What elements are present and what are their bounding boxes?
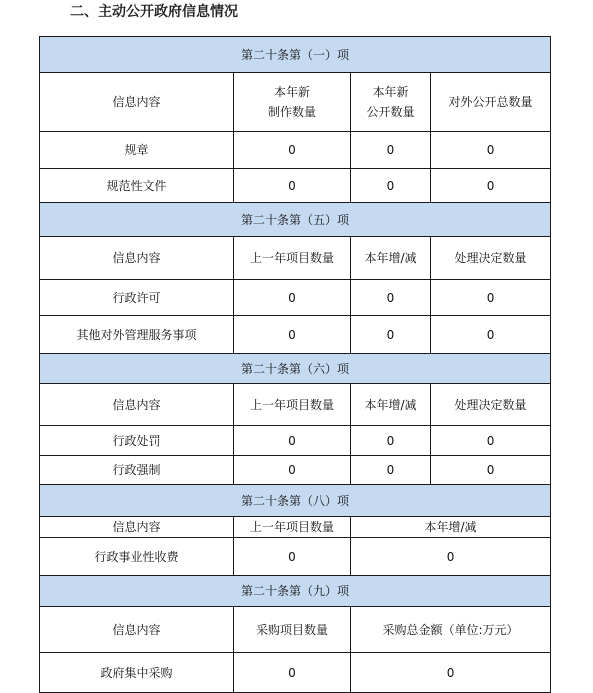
cell-value: 0 [351,169,431,203]
header-cell: 上一年项目数量 [234,517,351,538]
header-cell: 采购项目数量 [234,607,351,653]
cell-value: 0 [234,132,351,169]
table-row [40,280,551,316]
cell-value: 0 [351,280,431,316]
table-row [40,316,551,354]
header-line: 本年新 [372,85,409,99]
table-row [40,456,551,485]
section-title-row [40,485,551,517]
header-cell: 信息内容 [40,237,234,280]
section-title: 第二十条第（八）项 [40,485,551,517]
cell-value: 0 [234,316,351,354]
section-title: 第二十条第（六）项 [40,354,551,384]
cell-value: 0 [351,456,431,485]
cell-value: 0 [234,653,351,693]
row-label: 其他对外管理服务事项 [40,316,234,354]
table-row [40,426,551,456]
table-row [40,169,551,203]
row-label: 行政许可 [40,280,234,316]
cell-value: 0 [431,132,551,169]
row-label: 行政事业性收费 [40,538,234,576]
cell-value: 0 [431,169,551,203]
header-cell: 上一年项目数量 [234,384,351,426]
header-cell: 采购总金额（单位:万元） [351,607,551,653]
section-title: 第二十条第（五）项 [40,203,551,237]
row-label: 行政处罚 [40,426,234,456]
section-heading: 二、主动公开政府信息情况 [70,4,238,20]
section-title-row [40,203,551,237]
table-row [40,132,551,169]
cell-value: 0 [234,426,351,456]
header-row [40,73,551,132]
row-label: 规章 [40,132,234,169]
header-cell: 处理决定数量 [431,237,551,280]
section-title-row [40,37,551,73]
row-label: 行政强制 [40,456,234,485]
header-cell: 信息内容 [40,517,234,538]
cell-value: 0 [234,456,351,485]
cell-value: 0 [351,132,431,169]
table-row [40,538,551,576]
header-cell: 信息内容 [40,384,234,426]
section-title: 第二十条第（九）项 [40,576,551,607]
header-row [40,237,551,280]
info-disclosure-table [39,36,551,693]
cell-value: 0 [351,538,551,576]
cell-value: 0 [431,316,551,354]
header-row [40,384,551,426]
section-title-row [40,354,551,384]
header-line: 本年新 [273,85,310,99]
header-cell: 本年增/减 [351,237,431,280]
header-cell: 上一年项目数量 [234,237,351,280]
row-label: 规范性文件 [40,169,234,203]
table-row [40,653,551,693]
header-cell [351,73,431,132]
cell-value: 0 [431,426,551,456]
cell-value: 0 [351,653,551,693]
cell-value: 0 [351,316,431,354]
cell-value: 0 [431,280,551,316]
cell-value: 0 [234,538,351,576]
header-cell [234,73,351,132]
cell-value: 0 [431,456,551,485]
header-cell: 处理决定数量 [431,384,551,426]
header-line: 制作数量 [267,105,316,119]
header-cell: 信息内容 [40,607,234,653]
section-title-row [40,576,551,607]
section-title: 第二十条第（一）项 [40,37,551,73]
cell-value: 0 [234,280,351,316]
row-label: 政府集中采购 [40,653,234,693]
header-line: 公开数量 [366,105,415,119]
header-cell: 本年增/减 [351,517,551,538]
header-row [40,517,551,538]
cell-value: 0 [351,426,431,456]
header-cell: 本年增/减 [351,384,431,426]
cell-value: 0 [234,169,351,203]
header-cell: 信息内容 [40,73,234,132]
header-cell: 对外公开总数量 [431,73,551,132]
header-row [40,607,551,653]
